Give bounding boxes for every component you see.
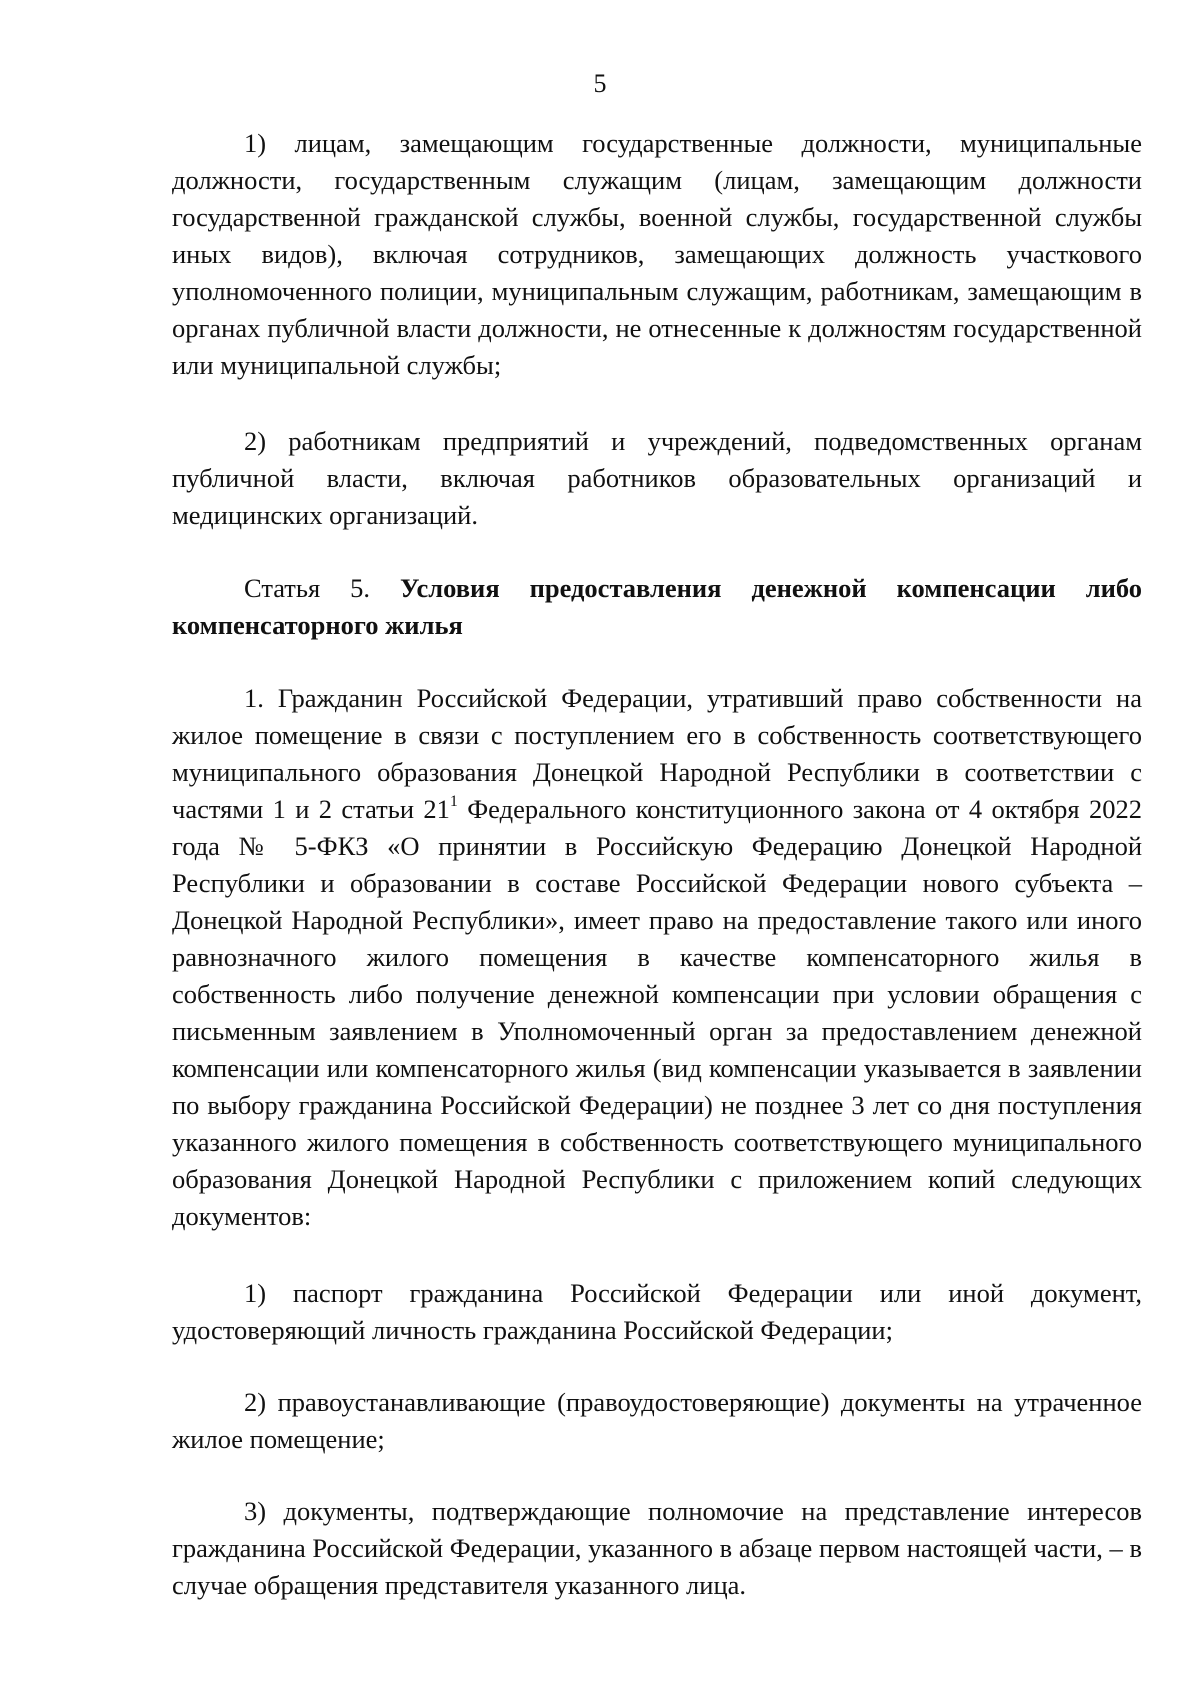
page-number: 5 — [593, 69, 607, 98]
article-title: Условия предоставления денежной компенсации либо компенсаторного жилья — [172, 573, 1142, 640]
article-heading — [172, 570, 1142, 644]
superscript-marker: 1 — [449, 793, 458, 811]
paragraph-item-1-officials: 1) лицам, замещающим государственные должности, муниципальные должности, государственным служащим (лицам, замещающим должности государственной гражданской службы, военной службы, государственной службы иных видов), включая сотрудников, замещающих должность участкового уполномоченного полиции, муниципальным служащим, работникам, замещающим в органах публичной власти должности, не отнесенные к должностям государственной или муниципальной службы; — [172, 128, 1142, 380]
paragraph-item-2-employees: 2) работникам предприятий и учреждений, подведомственных органам публичной власти, включая работников образовательных организаций и медицинских организаций. — [172, 426, 1142, 530]
document-list-item-3: 3) документы, подтверждающие полномочие на представление интересов гражданина Российской Федерации, указанного в абзаце первом настоящей части, – в случае обращения представителя указанного лица. — [172, 1496, 1142, 1600]
paragraph-part-1 — [172, 680, 1142, 1235]
document-list-item-1: 1) паспорт гражданина Российской Федерации или иной документ, удостоверяющий личность гражданина Российской Федерации; — [172, 1278, 1142, 1345]
document-list-item-2: 2) правоустанавливающие (правоудостоверяющие) документы на утраченное жилое помещение; — [172, 1387, 1142, 1454]
paragraph-part-1-text-b: Федерального конституционного закона от 4 октября 2022 года № 5-ФКЗ «О принятии в Российскую Федерацию Донецкой Народной Республики и образовании в составе Российской Федерации нового субъекта – Донецкой Народной Республики», имеет право на предоставление такого или иного равнозначного жилого помещения в качестве компенсаторного жилья в собственность либо получение денежной компенсации при условии обращения с письменным заявлением в Уполномоченный орган за предоставлением денежной компенсации или компенсаторного жилья (вид компенсации указывается в заявлении по выбору гражданина Российской Федерации) не позднее 3 лет со дня поступления указанного жилого помещения в собственность соответствующего муниципального образования Донецкой Народной Республики с приложением копий следующих документов: — [172, 794, 1142, 1231]
article-number: Статья 5. — [244, 573, 400, 603]
paragraph-part-1-text-a: 1. Гражданин Российской Федерации, утративший право собственности на жилое помещение в связи с поступлением его в собственность соответствующего муниципального образования Донецкой Народной Республики в соответствии с частями 1 и 2 статьи 21 — [172, 683, 1142, 824]
